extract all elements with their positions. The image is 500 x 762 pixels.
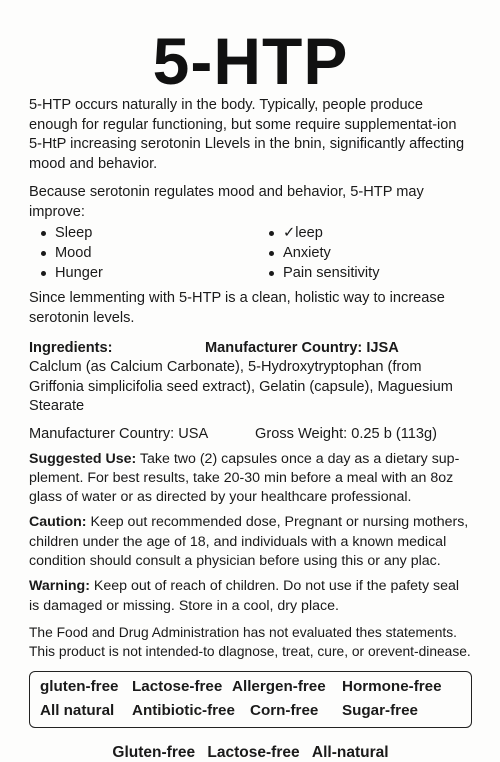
footer-claims [29,744,472,762]
badge: Hormone-free [342,677,442,695]
ingredients-header [29,338,472,358]
bullet-icon [41,251,46,256]
badge-row [40,699,461,723]
badge: Sugar-free [342,701,418,719]
improve-paragraph: Because serotonin regulates mood and behavior, 5-HTP may improve: [29,184,424,220]
list-item: ✓leep [269,223,472,243]
badge: Lactose-free [132,677,223,695]
badge: Allergen-free [232,677,326,695]
warning-label: Warning: [29,578,90,595]
badge-row [40,675,461,699]
ingredients-text: Calclum (as Calcium Carbonate), 5-Hydroxytryptophan (from Griffonia simplicifolia seed extract), Gelatin (capsule), Maguesium Stearate [29,359,453,414]
free-from-box [29,671,472,728]
warning-section: Warning: Keep out of reach of children. Do not use if the pafety seal is damaged or missing. Store in a cool, dry place. [29,578,460,614]
ingredients-label: Ingredients: [29,340,113,356]
suggested-label: Suggested Use: [29,450,137,467]
caution-section: Caution: Keep out recommended dose, Pregnant or nursing mothers, children under the age of 18, and individuals with a known medical condition should consult a physician before using this or any plac. [29,514,469,569]
bullet-icon [269,271,274,276]
bullet-icon [269,251,274,256]
list-item: Sleep [41,223,269,243]
gross-weight: Gross Weight: 0.25 b (113g) [255,425,437,442]
country-heading: Manufacturer Country: IJSA [205,340,399,356]
badge: Antibiotic-free [132,701,235,719]
list-item: Hunger [41,263,269,283]
suggested-use: Suggested Use: Take two (2) capsules once a day as a dietary sup-plement. For best results, take 20-30 min before a meal with an 8oz glass of water or as directed by your healthcare professional. [29,450,460,506]
badge: Corn-free [250,701,319,719]
list-item: Anxiety [269,243,472,263]
footer-claim: All-natural [311,743,389,761]
bullet-icon [269,231,274,236]
intro-paragraph: 5-HTP occurs naturally in the body. Typically, people produce enough for regular functioning, but some require supplementat-ion 5-HtP increasing serotonin Llevels in the bnin, significantly affecting mood and behavior. [29,97,465,172]
manufacturer-country: Manufacturer Country: USA [29,425,209,442]
footer-claim: Lactose-free [207,743,300,761]
since-paragraph: Since lemmenting with 5-HTP is a clean, holistic way to increase serotonin levels. [29,290,445,326]
fda-disclaimer: The Food and Drug Administration has not evaluated thes statements. This product is not intended-to dlagnose, treat, cure, or orevent-dinease. [29,624,471,659]
bullet-icon [41,271,46,276]
product-title: 5-HTP [152,24,349,98]
benefit-list [29,223,472,283]
bullet-icon [41,231,46,236]
list-item: Mood [41,243,269,263]
footer-claim: Gluten-free [112,743,196,761]
badge: All natural [40,701,115,719]
list-item: Pain sensitivity [269,263,472,283]
badge: gluten-free [40,677,119,695]
caution-label: Caution: [29,514,87,531]
manufacturer-row [29,424,472,444]
